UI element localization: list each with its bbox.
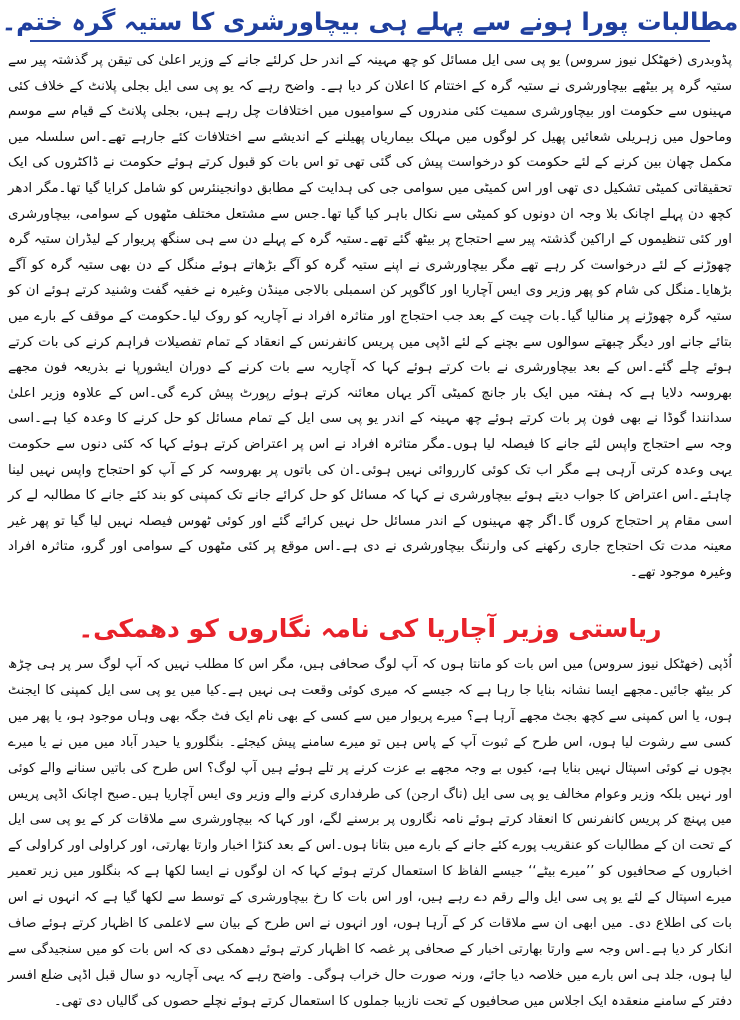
article-satyagraha-body: پڈوبدری (خھٹکل نیوز سروس) یو پی سی ایل مسائل کو چھ مہینہ کے اندر حل کرلئے جانے کے وزیر اعلیٰ کی تیقن پر گذشتہ پیر سے ستیہ گرہ پر بیٹھے بیچاورشری نے ستیہ گرہ کے اختتام کا اعلان کر دیا ہے۔ واضح رہے کہ یو پی سی ایل بجلی پلانٹ کے خلاف کئی مہینوں سے حکومت اور بیچاورشری سمیت کئی مندروں کے سوامیوں میں اختلافات چل رہے ہیں، بجلی پلانٹ کے قیام سے موسم وماحول میں زہریلی شعائیں پھیل کر لوگوں میں مہلک بیماریاں پھیلنے کے اندیشے سے اختلافات کئے جارہے تھے۔اس سلسلہ میں مکمل چھان بین کرنے کے لئے حکومت کو درخواست پیش کی گئی تھی تو اس بات کو قبول کرتے ہوئے حکومت نے ڈاکٹروں کی ایک تحقیقاتی کمیٹی تشکیل دی تھی اور اس کمیٹی میں سوامی جی کی ہدایت کے مطابق دوانجینئرس کو شامل کرایا گیا تھا۔مگر ادھر کچھ دن پہلے اچانک بلا وجہ ان دونوں کو کمیٹی سے نکال باہر کیا گیا تھا۔جس سے مشتعل مختلف مٹھوں کے سوامی، بیچاورشری اور کئی تنظیموں کے اراکین گذشتہ پیر سے احتجاج پر بیٹھ گئے تھے۔ستیہ گرہ کے پہلے دن سے ہی سنگھ پریوار کے لیڈران ستیہ گرہ چھوڑنے کے لئے درخواست کر رہے تھے مگر بیچاورشری نے اپنے ستیہ گرہ کو آگے بڑھاتے ہوئے منگل کے دن بھی ستیہ گرہ کو آگے بڑھایا۔منگل کی شام کو پھر وزیر وی ایس آچاریا اور کاگوپر کن اسمبلی بالاجی مینڈن وغیرہ نے خفیہ گفت وشنید کرتے ہوئے ان کو ستیہ گرہ چھوڑنے پر منالیا گیا۔بات چیت کے بعد جب احتجاج اور متاثرہ افراد نے آچاریہ کو روک لیا۔حکومت کے موقف کے بارے میں بتائے جانے اور دیگر چبھتے سوالوں سے بچنے کے لئے اڈپی میں پریس کانفرنس کے انعقاد کے تمام تفصیلات فراہم کرنے کی بات کرتے ہوئے چلے گئے۔اس کے بعد بیچاورشری نے بات کرتے ہوئے کہا کہ آچاریہ سے بات کرنے کے دوران ایشورپا نے بذریعہ فون مجھے بھروسہ دلایا ہے کہ ہفتہ میں ایک بار جانچ کمیٹی آکر یہاں معائنہ کرتے ہوئے رپورٹ پیش کرے گی۔اس کے علاوہ وزیر اعلیٰ سدانندا گوڈا نے بھی فون پر بات کرتے ہوئے چھ مہینہ کے اندر یو پی سی ایل کے تمام مسائل کو حل کرنے کا وعدہ کیا ہے۔اسی وجہ سے احتجاج واپس لئے جانے کا فیصلہ لیا ہوں۔مگر متاثرہ افراد نے اس پر اعتراض کرتے ہوئے کہا کہ کئی دنوں سے حکومت یہی وعدہ کرتی آرہی ہے مگر اب تک کوئی کارروائی نہیں ہوئی۔ان کی باتوں پر بھروسہ کر کے آپ کو احتجاج واپس نہیں لینا چاہئے۔اس اعتراض کا جواب دیتے ہوئے بیچاورشری نے کہا کہ مسائل کو حل کرائے جانے تک کمپنی کو بند کئے جانے کا مطالبہ لے کر اسی مقام پر احتجاج کروں گا۔اگر چھ مہینوں کے اندر مسائل حل نہیں کرائے گئے اور کوئی ٹھوس فیصلہ نہیں لیا گیا تو پھر غیر معینہ مدت تک احتجاج جاری رکھنے کی وارننگ بیچاورشری نے دی ہے۔اس موقع پر کئی مٹھوں کے سوامی اور گرو، متاثرہ افراد وغیرہ موجود تھے۔ bbox=[8, 53, 732, 580]
headline-minister-threat: ریاستی وزیر آچاریا کی نامہ نگاروں کو دھمکی۔ bbox=[78, 614, 662, 643]
headline-satyagraha: مطالبات پورا ہونے سے پہلے ہی بیچاورشری کا ستیہ گرہ ختم۔ bbox=[1, 7, 739, 36]
headline-underline bbox=[30, 40, 710, 42]
article-minister-threat-body: اُڈپی (خھٹکل نیوز سروس) میں اس بات کو مانتا ہوں کہ آپ لوگ صحافی ہیں، مگر اس کا مطلب نہیں کہ آپ لوگ سر پر ہی چڑھ کر بیٹھ جائیں۔مجھے ایسا نشانہ بنایا جا رہا ہے کہ جیسے کہ میری کوئی وقعت ہی نہیں ہے۔کیا میں یو پی سی ایل کمپنی کا ایجنٹ ہوں، یا اس کمپنی سے کچھ بجٹ مجھے آرہا ہے؟ میرے پریوار میں سے کسی کے بھی نام ایک فٹ جگہ بھی وہاں موجود ہو، یا پھر میں کسی سے رشوت لیا ہوں، اس طرح کے ثبوت آپ کے پاس ہیں تو میرے سامنے پیش کیجئے۔ بنگلورو یا حیدر آباد میں میں نے یا میرے بچوں نے کوئی اسپتال نہیں بنایا ہے، کیوں بے وجہ مجھے بے عزت کرنے پر تلے ہوئے ہیں آپ لوگ؟ اس طرح کی باتیں سنانے والے کوئی اور نہیں بلکہ وزیر وعوام مخالف یو پی سی ایل (ناگ ارجن) کی طرفداری کرنے والے وزیر وی ایس آچاریا ہیں۔صبح اچانک اڈپی پریس میں پہنچ کر پریس کانفرنس کا انعقاد کرتے ہوئے نامہ نگاروں پر برسنے لگے، اور کہا کہ بیچاورشری سے ملاقات کر کے یو پی سی ایل کے تحت ان کے مطالبات کو عنقریب پورے کئے جانے کے بارے میں بتانا ہوں۔اس کے بعد کنڑا اخبار وارتا بھارتی، اور کراولی اور کراولی کے اخباروں کے صحافیوں کو ’’میرے بیٹے‘‘ جیسے الفاظ کا استعمال کرتے ہوئے کہا کہ ان لوگوں نے ایسا لکھا ہے کہ بنگلور میں زیر تعمیر میرے اسپتال کے لئے یو پی سی ایل والے رقم دے رہے ہیں، اور اس بات کا رخ بیچاورشری کے توسط سے لکھا گیا ہے کہ انہوں نے اس بات کی اطلاع دی۔ میں ابھی ان سے ملاقات کر کے آرہا ہوں، اور انہوں نے اس طرح کے بیان سے لاعلمی کا اظہار کرتے ہوئے صاف انکار کر دیا ہے۔اس وجہ سے وارتا بھارتی اخبار کے صحافی پر غصہ کا اظہار کرتے ہوئے دھمکی دی کہ اس بات کو میں سنجیدگی سے لیا ہوں، جلد ہی اس بارے میں خلاصہ دیا جائے، ورنہ صورت حال خراب ہوگی۔ واضح رہے کہ یہی آچاریہ دو سال قبل اڈپی ضلع افسر دفتر کے سامنے منعقدہ ایک اجلاس میں صحافیوں کے تحت نازیبا جملوں کا استعمال کرتے ہوئے نچلے حصوں کی گالیاں دی تھی۔ bbox=[8, 657, 732, 1009]
